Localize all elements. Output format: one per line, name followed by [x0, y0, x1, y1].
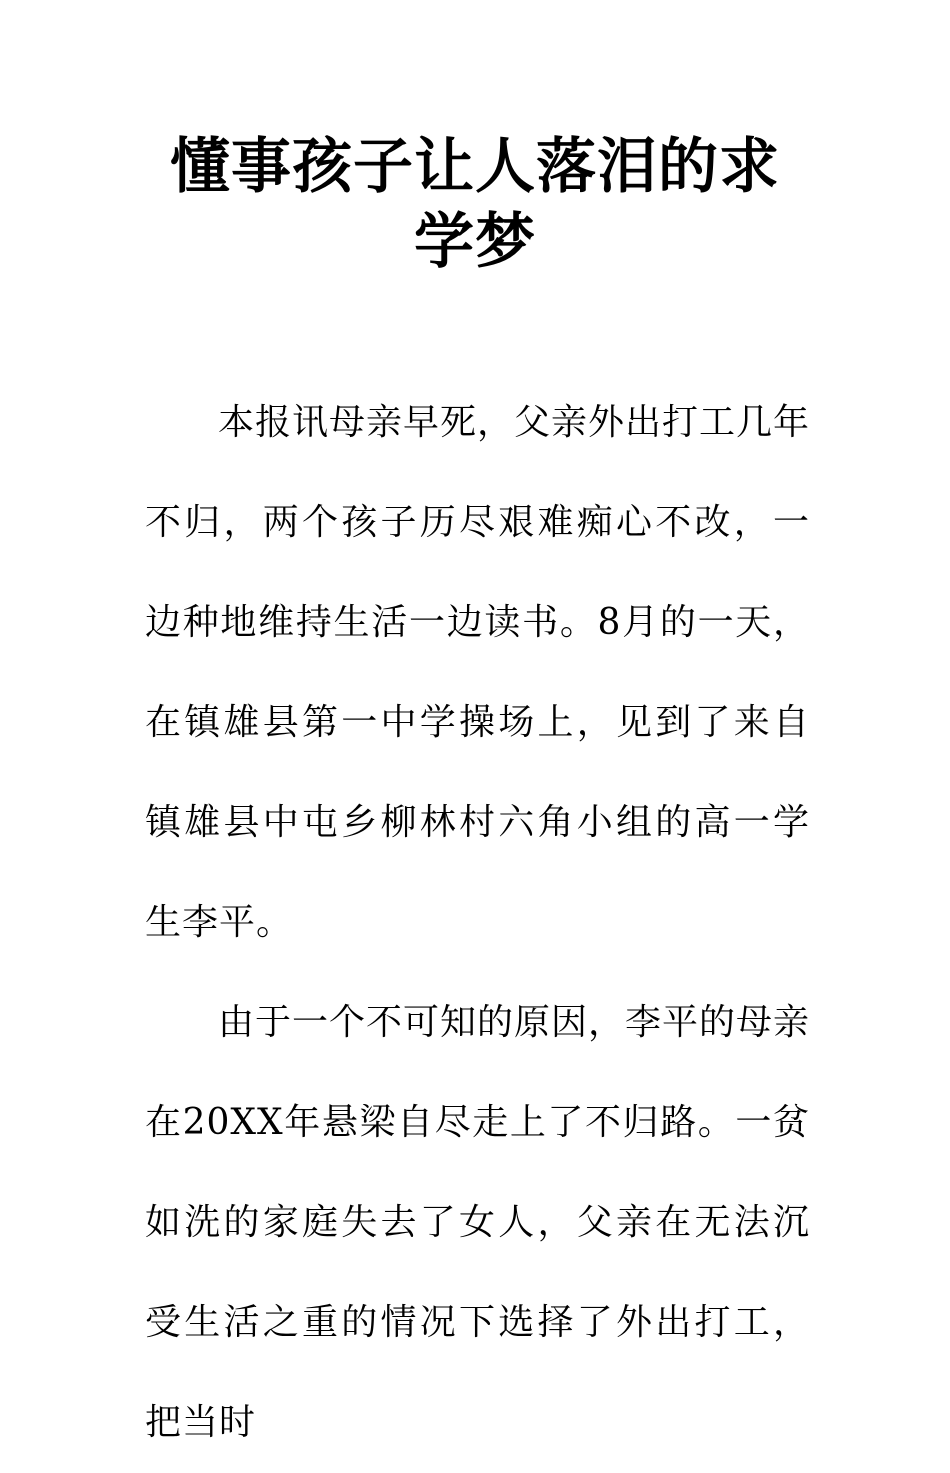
document-title: 懂事孩子让人落泪的求学梦	[170, 132, 780, 277]
paragraph-1: 本报讯母亲早死，父亲外出打工几年不归，两个孩子历尽艰难痴心不改，一边种地维持生活一边读书。8月的一天，在镇雄县第一中学操场上，见到了来自镇雄县中屯乡柳林村六角小组的高一学生李平。	[145, 402, 811, 943]
document-body	[145, 373, 810, 1473]
paragraph-2: 由于一个不可知的原因，李平的母亲在20XX年悬梁自尽走上了不归路。一贫如洗的家庭失去了女人，父亲在无法沉受生活之重的情况下选择了外出打工，把当时	[145, 1002, 811, 1443]
